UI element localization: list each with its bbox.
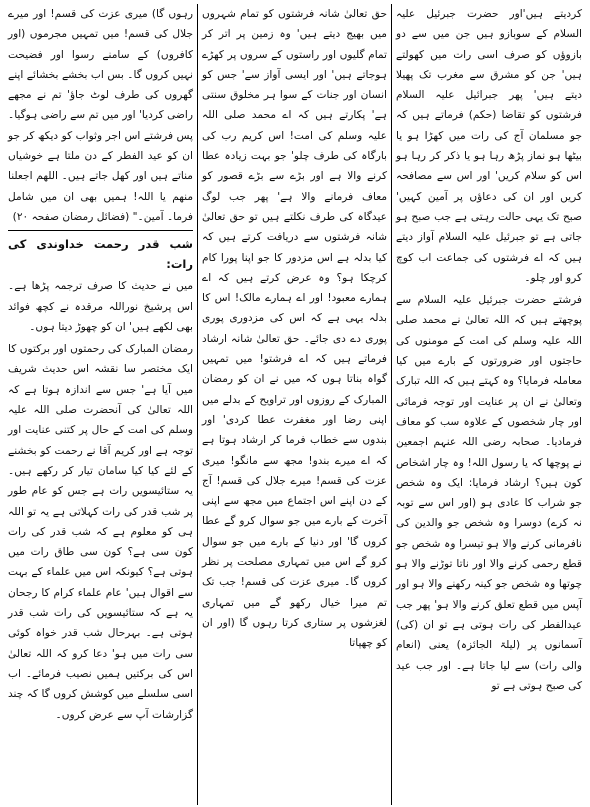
paragraph: حق تعالیٰ شانہ فرشتوں کو تمام شہروں میں بھیج دیتے ہیں' وہ زمین پر اتر کر تمام گلیوں اور راستوں کے سروں پر کھڑے ہوجاتے ہیں' اور ایسی آواز سے' جس کو انسان اور جنات کے سوا ہر مخلوق سنتی ہے' پکارتے ہیں کہ اے محمد صلی اللہ علیہ وسلم کی امت! اس کریم رب کی بارگاہ کی طرف چلو' جو بہت زیادہ عطا کرنے والا ہے اور بڑے سے بڑے قصور کو معاف فرمانے والا ہے' پھر جب لوگ عیدگاہ کی طرف نکلتے ہیں تو حق تعالیٰ شانہ فرشتوں سے دریافت کرتے ہیں کہ کیا بدلہ ہے اس مزدور کا جو اپنا پورا کام کرچکا ہو؟ وہ عرض کرتے ہیں کہ اے ہمارے معبود! اور اے ہمارے مالک! اس کا بدلہ یہی ہے کہ اس کی مزدوری پوری پوری دے دی جائے۔ حق تعالیٰ شانہ ارشاد فرماتے ہیں کہ اے فرشتو! میں تمہیں گواہ بناتا ہوں کہ میں نے ان کو رمضان المبارک کے روزوں اور تراویح کے بدلے میں اپنی رضا اور مغفرت عطا کردی' اور بندوں سے خطاب فرما کر ارشاد ہوتا ہے کہ اے میرے بندو! مجھ سے مانگو! میری عزت کی قسم! میرے جلال کی قسم! آج کے دن اپنے اس اجتماع میں مجھ سے اپنی آخرت کے بارے میں جو سوال کرو گے عطا کروں گا' اور دنیا کے بارے میں جو سوال کرو گے اس میں تمہاری مصلحت پر نظر کروں گا۔ میری عزت کی قسم! جب تک تم میرا خیال رکھو گے میں تمہاری لغزشوں پر ستاری کرتا رہوں گا (اور ان کو چھپاتا [202,8,387,650]
column-left [4,4,198,805]
paragraph: میں نے حدیث کا صرف ترجمہ پڑھا ہے۔ اس پرشیخ نوراللہ مرقدہ نے کچھ فوائد بھی لکھے ہیں' ان کو چھوڑ دیتا ہوں۔ [8,280,193,333]
paragraph: فرشتے حضرت جبرئیل علیہ السلام سے پوچھتے ہیں کہ اللہ تعالیٰ نے محمد صلی اللہ علیہ وسلم کی امت کے مومنوں کی حاجتوں اور ضرورتوں کے بارے میں کیا معاملہ فرمایا؟ وہ کہتے ہیں کہ اللہ تبارک وتعالیٰ نے ان پر عنایت اور توجہ فرمائی اور چار شخصوں کے علاوہ سب کو معاف فرمادیا۔ صحابہ رضی اللہ عنہم اجمعین نے پوچھا کہ یا رسول اللہ! وہ چار اشخاص کون ہیں؟ ارشاد فرمایا: ایک وہ شخص جو شراب کا عادی ہو (اور اس سے توبہ نہ کرے) دوسرا وہ شخص جو والدین کی نافرمانی کرنے والا ہو تیسرا وہ شخص جو قطع رحمی کرنے والا اور ناتا توڑنے والا ہو چوتھا وہ شخص جو کینہ رکھنے والا ہو اور آپس میں قطع تعلق کرنے والا ہو' پھر جب عیدالفطر کی رات ہوتی ہے تو ان (کی) آسمانوں پر (لیلۃ الجائزہ) یعنی (انعام والی رات) سے لیا جاتا ہے۔ اور جب عید کی صبح ہوتی ہے تو [396,294,582,692]
section-heading: شب قدر رحمت خداوندی کی رات: [8,237,193,272]
paragraph: رہوں گا) میری عزت کی قسم! اور میرے جلال کی قسم! میں تمہیں مجرموں (اور کافروں) کے سامنے رسوا اور فضیحت نہیں کروں گا۔ بس اب بخشے بخشائے اپنے گھروں کی طرف لوٹ جاؤ' تم نے مجھے راضی کردیا' اور میں تم سے راضی ہوگیا۔ پس فرشتے اس اجر وثواب کو دیکھ کر جو ان کو عید الفطر کے دن ملتا ہے خوشیاں مناتے ہیں اور کھل جاتے ہیں۔ اللھم اجعلنا منھم یا اللہ! ہمیں بھی ان میں شامل فرما۔ آمین۔" (فضائل رمضان صفحہ ۲۰) [8,8,193,223]
section-divider [8,230,193,231]
column-right [392,4,586,805]
paragraph: کردیتے ہیں'اور حضرت جبرئیل علیہ السلام کے سوبازو ہیں جن میں سے دو بازوؤں کو صرف اسی رات میں کھولتے ہیں' جن کو مشرق سے مغرب تک پھیلا دیتے ہیں' پھر جبرائیل علیہ السلام فرشتوں کو تقاضا (حکم) فرماتے ہیں کہ جو مسلمان آج کی رات میں کھڑا ہو یا بیٹھا ہو نماز پڑھ رہا ہو یا ذکر کر رہا ہو اس کو سلام کریں' اور اس سے مصافحہ کریں اور ان کی دعاؤں پر آمین کہیں' صبح تک یہی حالت رہتی ہے جب صبح ہو جاتی ہے تو جبرئیل علیہ السلام آواز دیتے ہیں کہ اے فرشتوں کی جماعت اب کوچ کرو اور چلو۔ [396,8,582,284]
paragraph: رمضان المبارک کی رحمتوں اور برکتوں کا ایک مختصر سا نقشہ اس حدیث شریف میں آیا ہے' جس سے اندازہ ہوتا ہے کہ اللہ تعالیٰ کی آنحضرت صلی اللہ علیہ وسلم کی امت کے حال پر کتنی عنایت اور توجہ ہے اور کریم آقا نے رحمت کو بخشنے کے لئے کیا کیا سامان تیار کر رکھے ہیں۔ یہ ستائیسویں رات ہے جس کو عام طور پر شب قدر کی رات کہلاتی ہے یہ تو اللہ ہی کو معلوم ہے کہ شب قدر کی رات کون سی ہے؟ کون سی طاق رات میں ہوتی ہے؟ کیونکہ اس میں علماء کے بہت سے اقوال ہیں' عام علماء کرام کا رجحان یہ ہے کہ ستائیسویں کی رات شب قدر ہوتی ہے۔ بہرحال شب قدر خواہ کوئی سی رات میں ہو' دعا کرو کہ اللہ تعالیٰ اس کی برکتیں ہمیں نصیب فرمائے۔ اب اسی سلسلے میں کوشش کروں گا کہ چند گزارشات آپ سے عرض کروں۔ [8,343,193,721]
column-middle [198,4,392,805]
